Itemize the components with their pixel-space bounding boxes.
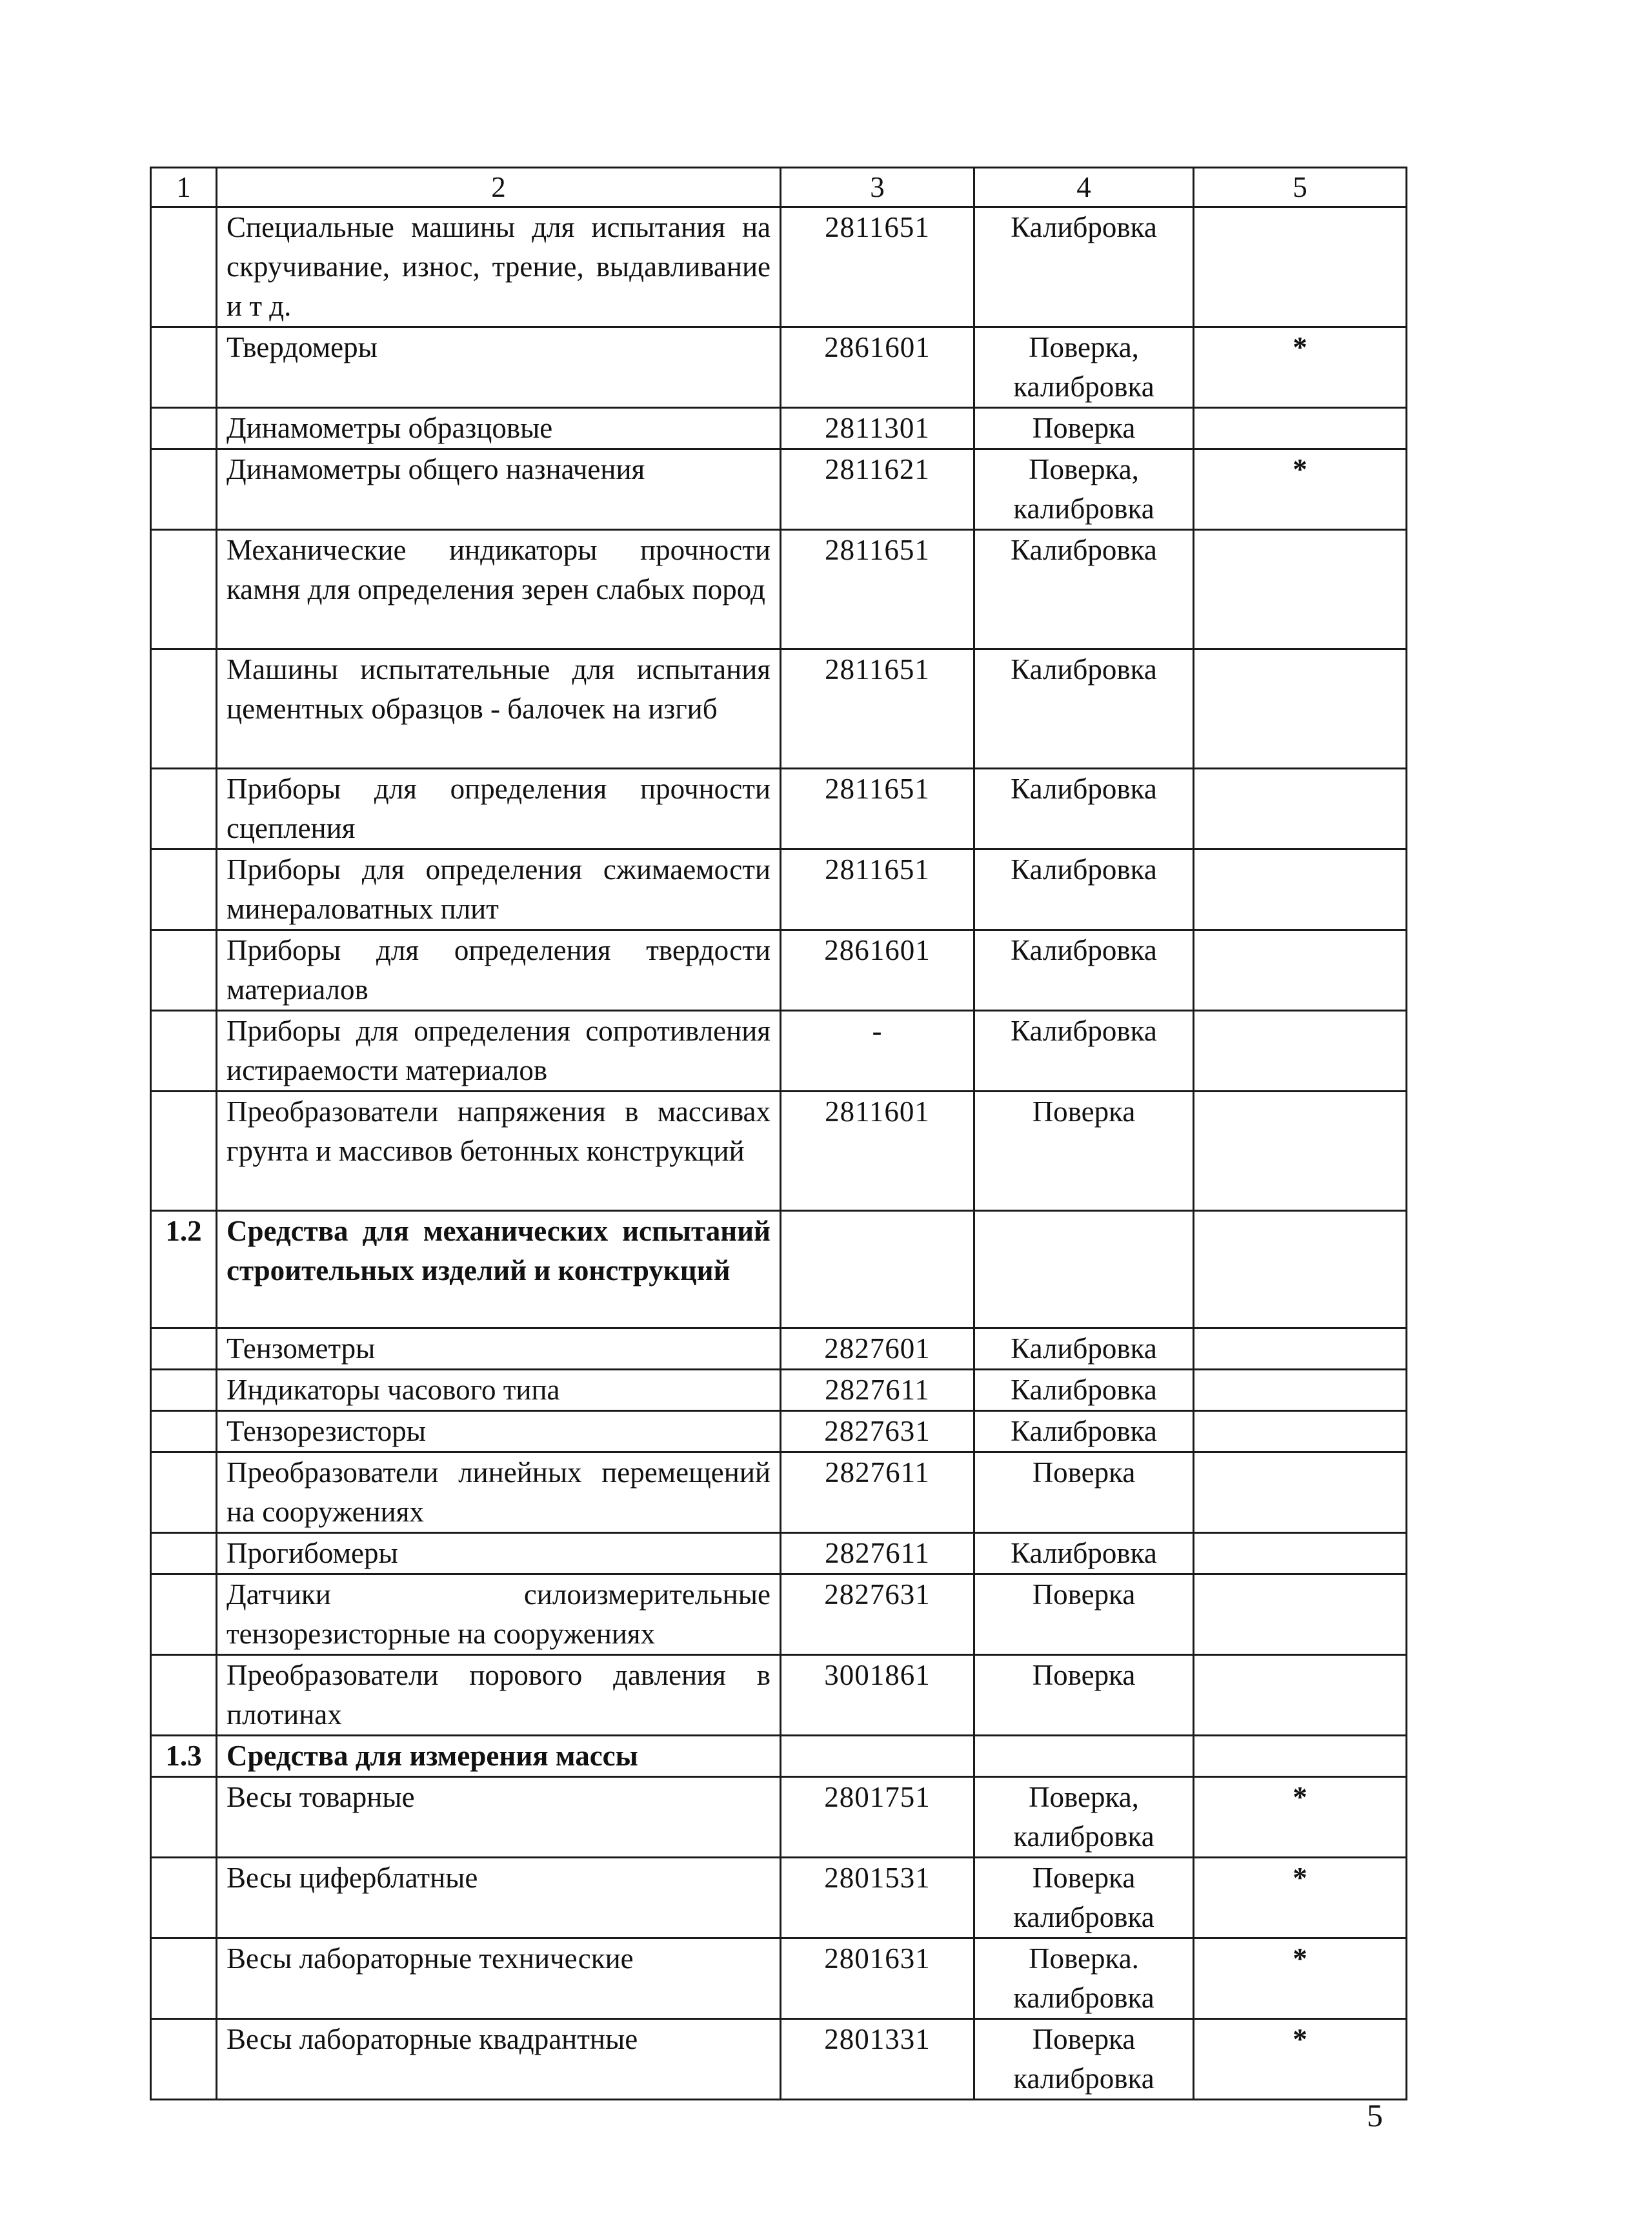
okp-code bbox=[781, 1211, 974, 1328]
mark-asterisk: * bbox=[1194, 1938, 1407, 2019]
mark-asterisk bbox=[1194, 408, 1407, 449]
row-number-cell bbox=[151, 1411, 217, 1452]
instrument-name: Весы лабораторные квадрантные bbox=[217, 2019, 781, 2100]
mark-asterisk: * bbox=[1194, 327, 1407, 408]
table-row bbox=[151, 1938, 1407, 2019]
section-title: Средства для механических испытаний строительных изделий и конструкций bbox=[217, 1211, 781, 1328]
mark-asterisk bbox=[1194, 1211, 1407, 1328]
table-row bbox=[151, 1092, 1407, 1211]
procedure-type: Поверка калибровка bbox=[974, 1858, 1194, 1938]
table-row bbox=[151, 649, 1407, 769]
instrument-name: Динамометры образцовые bbox=[217, 408, 781, 449]
table-row bbox=[151, 207, 1407, 327]
mark-asterisk bbox=[1194, 849, 1407, 930]
procedure-type: Калибровка bbox=[974, 930, 1194, 1011]
table-row bbox=[151, 1533, 1407, 1574]
header-col-2: 2 bbox=[217, 168, 781, 207]
instrument-name: Весы циферблатные bbox=[217, 1858, 781, 1938]
okp-code: 2801751 bbox=[781, 1777, 974, 1858]
instrument-name: Приборы для определения сопротивления истираемости материалов bbox=[217, 1011, 781, 1092]
row-number-cell bbox=[151, 769, 217, 849]
instrument-name: Весы товарные bbox=[217, 1777, 781, 1858]
row-number-cell bbox=[151, 1655, 217, 1736]
procedure-type: Поверка, калибровка bbox=[974, 449, 1194, 530]
procedure-type: Калибровка bbox=[974, 1011, 1194, 1092]
row-number-cell bbox=[151, 408, 217, 449]
row-number-cell bbox=[151, 2019, 217, 2100]
row-number-cell bbox=[151, 449, 217, 530]
table-row bbox=[151, 1370, 1407, 1411]
mark-asterisk bbox=[1194, 1736, 1407, 1777]
section-title: Средства для измерения массы bbox=[217, 1736, 781, 1777]
mark-asterisk bbox=[1194, 1533, 1407, 1574]
okp-code: 2827611 bbox=[781, 1533, 974, 1574]
header-col-5: 5 bbox=[1194, 168, 1407, 207]
procedure-type: Калибровка bbox=[974, 1411, 1194, 1452]
mark-asterisk bbox=[1194, 207, 1407, 327]
procedure-type: Калибровка bbox=[974, 530, 1194, 649]
okp-code: 2811651 bbox=[781, 207, 974, 327]
table-row bbox=[151, 1452, 1407, 1533]
instrument-name: Тензометры bbox=[217, 1328, 781, 1370]
table-row bbox=[151, 849, 1407, 930]
okp-code: 2811651 bbox=[781, 849, 974, 930]
okp-code: 2811621 bbox=[781, 449, 974, 530]
row-number-cell bbox=[151, 849, 217, 930]
procedure-type: Поверка bbox=[974, 408, 1194, 449]
header-col-4: 4 bbox=[974, 168, 1194, 207]
okp-code: 2811601 bbox=[781, 1092, 974, 1211]
table-row bbox=[151, 1411, 1407, 1452]
header-col-3: 3 bbox=[781, 168, 974, 207]
instrument-name: Преобразователи напряжения в массивах грунта и массивов бетонных конструкций bbox=[217, 1092, 781, 1211]
procedure-type: Поверка. калибровка bbox=[974, 1938, 1194, 2019]
okp-code: 2801631 bbox=[781, 1938, 974, 2019]
okp-code: 2827611 bbox=[781, 1370, 974, 1411]
procedure-type bbox=[974, 1736, 1194, 1777]
row-number-cell bbox=[151, 207, 217, 327]
procedure-type: Калибровка bbox=[974, 207, 1194, 327]
mark-asterisk bbox=[1194, 1370, 1407, 1411]
okp-code: 3001861 bbox=[781, 1655, 974, 1736]
instrument-name: Тензорезисторы bbox=[217, 1411, 781, 1452]
section-number: 1.2 bbox=[151, 1211, 217, 1328]
mark-asterisk bbox=[1194, 649, 1407, 769]
procedure-type: Калибровка bbox=[974, 1370, 1194, 1411]
mark-asterisk bbox=[1194, 1655, 1407, 1736]
procedure-type: Поверка bbox=[974, 1092, 1194, 1211]
okp-code: 2827631 bbox=[781, 1574, 974, 1655]
okp-code: - bbox=[781, 1011, 974, 1092]
mark-asterisk: * bbox=[1194, 1777, 1407, 1858]
procedure-type: Поверка bbox=[974, 1655, 1194, 1736]
instrument-name: Весы лабораторные технические bbox=[217, 1938, 781, 2019]
procedure-type: Поверка bbox=[974, 1574, 1194, 1655]
instrument-name: Преобразователи порового давления в плотинах bbox=[217, 1655, 781, 1736]
instrument-name: Индикаторы часового типа bbox=[217, 1370, 781, 1411]
table-row bbox=[151, 769, 1407, 849]
instrument-name: Специальные машины для испытания на скручивание, износ, трение, выдавливание и т д. bbox=[217, 207, 781, 327]
mark-asterisk bbox=[1194, 1574, 1407, 1655]
mark-asterisk: * bbox=[1194, 449, 1407, 530]
section-row bbox=[151, 1211, 1407, 1328]
procedure-type: Поверка, калибровка bbox=[974, 1777, 1194, 1858]
section-row bbox=[151, 1736, 1407, 1777]
table-header-row bbox=[151, 168, 1407, 207]
instrument-name: Твердомеры bbox=[217, 327, 781, 408]
header-col-1: 1 bbox=[151, 168, 217, 207]
table-row bbox=[151, 1011, 1407, 1092]
row-number-cell bbox=[151, 1092, 217, 1211]
row-number-cell bbox=[151, 530, 217, 649]
mark-asterisk: * bbox=[1194, 2019, 1407, 2100]
row-number-cell bbox=[151, 327, 217, 408]
row-number-cell bbox=[151, 930, 217, 1011]
table-row bbox=[151, 2019, 1407, 2100]
table-row bbox=[151, 327, 1407, 408]
okp-code: 2827611 bbox=[781, 1452, 974, 1533]
procedure-type: Поверка калибровка bbox=[974, 2019, 1194, 2100]
okp-code: 2801531 bbox=[781, 1858, 974, 1938]
mark-asterisk bbox=[1194, 1452, 1407, 1533]
okp-code: 2811651 bbox=[781, 530, 974, 649]
table-row bbox=[151, 1655, 1407, 1736]
procedure-type: Калибровка bbox=[974, 1328, 1194, 1370]
instrument-name: Приборы для определения твердости материалов bbox=[217, 930, 781, 1011]
row-number-cell bbox=[151, 1452, 217, 1533]
instrument-name: Преобразователи линейных перемещений на сооружениях bbox=[217, 1452, 781, 1533]
section-number: 1.3 bbox=[151, 1736, 217, 1777]
instrument-name: Механические индикаторы прочности камня для определения зерен слабых пород bbox=[217, 530, 781, 649]
page-number: 5 bbox=[1367, 2097, 1383, 2133]
row-number-cell bbox=[151, 649, 217, 769]
okp-code bbox=[781, 1736, 974, 1777]
okp-code: 2827631 bbox=[781, 1411, 974, 1452]
okp-code: 2861601 bbox=[781, 930, 974, 1011]
okp-code: 2811301 bbox=[781, 408, 974, 449]
row-number-cell bbox=[151, 1533, 217, 1574]
procedure-type: Поверка bbox=[974, 1452, 1194, 1533]
instrument-name: Датчики силоизмерительные тензорезисторные на сооружениях bbox=[217, 1574, 781, 1655]
mark-asterisk bbox=[1194, 1411, 1407, 1452]
procedure-type: Калибровка bbox=[974, 649, 1194, 769]
table-row bbox=[151, 1574, 1407, 1655]
instrument-name: Прогибомеры bbox=[217, 1533, 781, 1574]
procedure-type: Калибровка bbox=[974, 1533, 1194, 1574]
mark-asterisk bbox=[1194, 769, 1407, 849]
mark-asterisk bbox=[1194, 1092, 1407, 1211]
row-number-cell bbox=[151, 1938, 217, 2019]
instrument-name: Приборы для определения сжимаемости минераловатных плит bbox=[217, 849, 781, 930]
table-body bbox=[151, 168, 1407, 2100]
procedure-type bbox=[974, 1211, 1194, 1328]
table-row bbox=[151, 530, 1407, 649]
okp-code: 2827601 bbox=[781, 1328, 974, 1370]
table-row bbox=[151, 1858, 1407, 1938]
mark-asterisk bbox=[1194, 930, 1407, 1011]
row-number-cell bbox=[151, 1328, 217, 1370]
equipment-table bbox=[150, 167, 1407, 2100]
table-row bbox=[151, 449, 1407, 530]
mark-asterisk: * bbox=[1194, 1858, 1407, 1938]
mark-asterisk bbox=[1194, 1328, 1407, 1370]
table-row bbox=[151, 930, 1407, 1011]
instrument-name: Приборы для определения прочности сцепления bbox=[217, 769, 781, 849]
mark-asterisk bbox=[1194, 530, 1407, 649]
instrument-name: Динамометры общего назначения bbox=[217, 449, 781, 530]
row-number-cell bbox=[151, 1011, 217, 1092]
row-number-cell bbox=[151, 1858, 217, 1938]
instrument-name: Машины испытательные для испытания цементных образцов - балочек на изгиб bbox=[217, 649, 781, 769]
row-number-cell bbox=[151, 1777, 217, 1858]
row-number-cell bbox=[151, 1574, 217, 1655]
row-number-cell bbox=[151, 1370, 217, 1411]
okp-code: 2861601 bbox=[781, 327, 974, 408]
okp-code: 2811651 bbox=[781, 769, 974, 849]
procedure-type: Калибровка bbox=[974, 769, 1194, 849]
procedure-type: Калибровка bbox=[974, 849, 1194, 930]
okp-code: 2801331 bbox=[781, 2019, 974, 2100]
okp-code: 2811651 bbox=[781, 649, 974, 769]
table-row bbox=[151, 408, 1407, 449]
table-row bbox=[151, 1328, 1407, 1370]
procedure-type: Поверка, калибровка bbox=[974, 327, 1194, 408]
table-row bbox=[151, 1777, 1407, 1858]
mark-asterisk bbox=[1194, 1011, 1407, 1092]
